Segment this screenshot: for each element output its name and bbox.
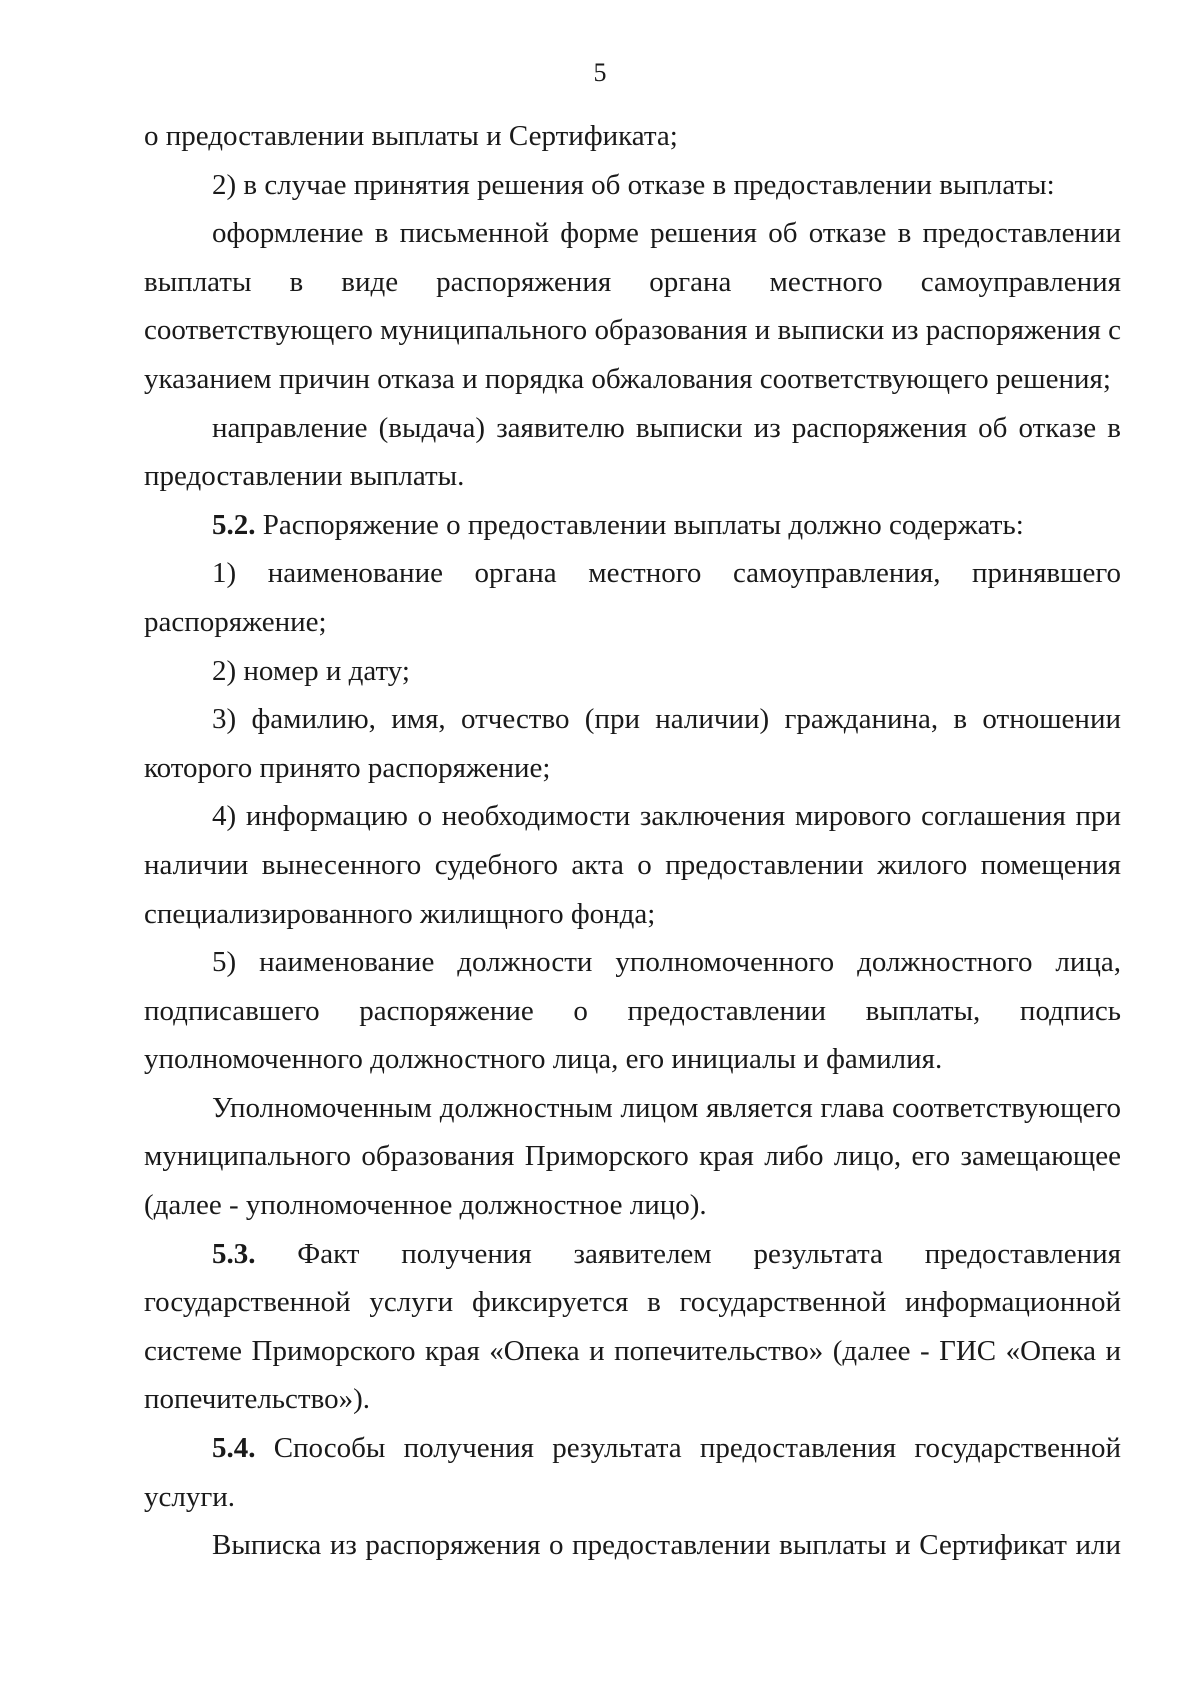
section-5-4 (144, 1424, 1121, 1521)
paragraph-continuation: о предоставлении выплаты и Сертификата; (144, 120, 678, 152)
section-5-2 (144, 501, 1121, 550)
paragraph-refusal-case: 2) в случае принятия решения об отказе в предоставлении выплаты: (212, 168, 1055, 201)
section-text: Распоряжение о предоставлении выплаты должно содержать: (255, 508, 1024, 541)
list-item-4: 4) информацию о необходимости заключения мирового соглашения при наличии вынесенного судебного акта о предоставлении жилого помещения специализированного жилищного фонда; (144, 800, 1121, 930)
paragraph-refusal-formalization: оформление в письменной форме решения об отказе в предоставлении выплаты в виде распоряжения органа местного самоуправления соответствующего муниципального образования и выписки из распоряжения с указанием причин отказа и порядка обжалования соответствующего решения; (144, 217, 1121, 395)
paragraph-extract-certificate: Выписка из распоряжения о предоставлении выплаты и Сертификат или (212, 1529, 1121, 1562)
list-item-5: 5) наименование должности уполномоченного должностного лица, подписавшего распоряжение о предоставлении выплаты, подпись уполномоченного должностного лица, его инициалы и фамилия. (144, 946, 1121, 1076)
section-number: 5.4. (212, 1432, 256, 1465)
list-item-3: 3) фамилию, имя, отчество (при наличии) гражданина, в отношении которого принято распоряжение; (144, 703, 1121, 784)
list-item-1: 1) наименование органа местного самоуправления, принявшего распоряжение; (144, 557, 1121, 638)
list-item-2: 2) номер и дату; (212, 654, 410, 687)
section-text: Способы получения результата предоставления государственной услуги. (144, 1432, 1121, 1513)
page-number: 5 (593, 58, 607, 87)
paragraph-authorized-official: Уполномоченным должностным лицом является глава соответствующего муниципального образования Приморского края либо лицо, его замещающее (далее - уполномоченное должностное лицо). (144, 1091, 1121, 1222)
document-body (144, 112, 1121, 1570)
paragraph-refusal-delivery: направление (выдача) заявителю выписки из распоряжения об отказе в предоставлении выплаты. (144, 411, 1121, 493)
section-number: 5.2. (212, 508, 256, 541)
section-text: Факт получения заявителем результата предоставления государственной услуги фиксируется в государственной информационной системе Приморского края «Опека и попечительство» (далее - ГИС «Опека и попечительство»). (144, 1237, 1121, 1416)
section-5-3 (144, 1230, 1121, 1424)
section-number: 5.3. (212, 1237, 256, 1270)
